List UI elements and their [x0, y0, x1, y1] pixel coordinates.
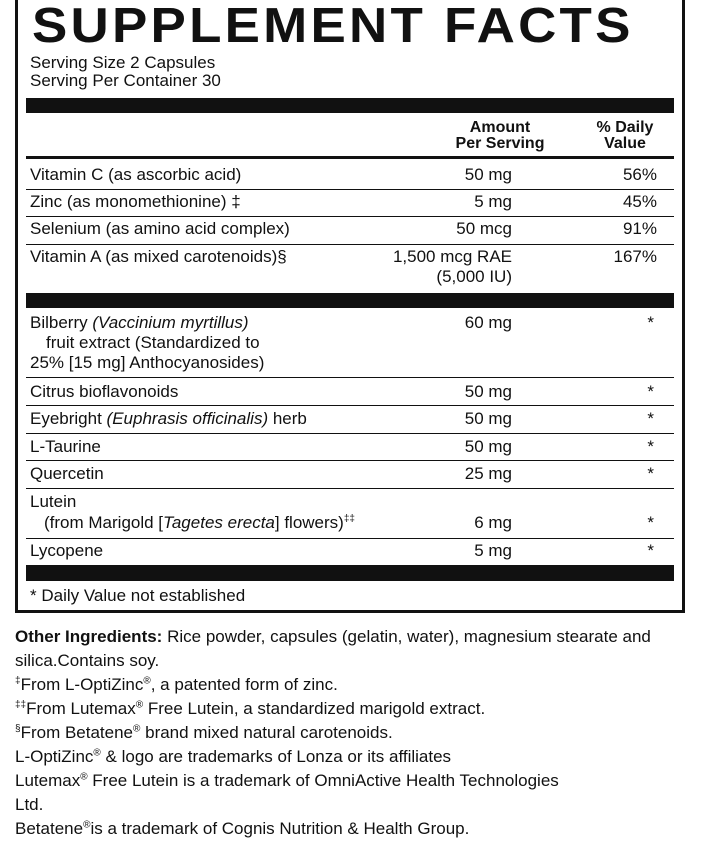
row-divider [26, 216, 674, 217]
lutein-note: ‡‡From Lutemax® Free Lutein, a standardized marigold extract. [15, 699, 486, 718]
botanical-row: Bilberry (Vaccinium myrtillus) fruit extract (Standardized to 25% [15 mg] Anthocyanosides) 60 mg * [30, 313, 654, 372]
daily-value-footnote: * Daily Value not established [30, 586, 246, 605]
botanical-row: Lutein (from Marigold [Tagetes erecta] flowers)‡‡ 6 mg * [30, 492, 654, 532]
amount-header: Amount Per Serving [455, 119, 545, 152]
row-divider [26, 244, 674, 245]
servings-per-container: Serving Per Container 30 [30, 71, 221, 90]
row-divider [26, 189, 674, 190]
row-divider [26, 433, 674, 434]
row-divider [26, 405, 674, 406]
panel-title: SUPPLEMENT FACTS [32, 0, 634, 53]
row-divider [26, 377, 674, 378]
supplement-facts-panel: SUPPLEMENT FACTS Serving Size 2 Capsules Serving Per Container 30 Amount Per Serving % Daily Value Vitamin C (as ascorbic acid) 50 mg 56% Zinc (as monomethionine) ‡ 5 mg 45% Selenium (as amino acid complex) 50 mcg 91% Vitamin A (as mixed carotenoids)§ 1,500 mcg RAE (5,000 IU) 167% Bilberry (Vaccinium myrtillus) fruit extract (Standardized to 25% [15 mg] Anthocyanosides) 60 mg * Citrus bioflavonoids 50 mg * Eyebright (Euphrasis officinalis) herb 50 mg * L-Taurine 50 mg * Quercetin 25 mg * Lutein (from Marigold [Tagetes erecta] flowers)‡‡ 6 mg * Lycopene 5 mg * * Daily Value not established [15, 0, 685, 613]
other-ingredients-label: Other Ingredients: [15, 627, 163, 646]
top-thick-bar [26, 98, 674, 113]
row-divider [26, 488, 674, 489]
daily-value-header: % Daily Value [596, 119, 654, 152]
row-divider [26, 538, 674, 539]
trademark-lutemax: Lutemax® Free Lutein is a trademark of OmniActive Health Technologies Ltd. [15, 771, 559, 814]
other-ingredients: Other Ingredients: Rice powder, capsules (gelatin, water), magnesium stearate and silica.Contains soy. ‡From L-OptiZinc®, a patented form of zinc. ‡‡From Lutemax® Free Lutein, a standardized marigold extract. §From Betatene® brand mixed natural carotenoids. L-OptiZinc® & logo are trademarks of Lonza or its affiliates Lutemax® Free Lutein is a trademark of OmniActive Health Technologies Ltd. Betatene®is a trademark of Cognis Nutrition & Health Group. [15, 625, 685, 841]
nutrient-row: Vitamin A (as mixed carotenoids)§ 1,500 mcg RAE (5,000 IU) 167% [30, 247, 657, 286]
bottom-thick-bar [26, 565, 674, 581]
betatene-note: §From Betatene® brand mixed natural carotenoids. [15, 723, 393, 742]
header-divider [26, 156, 674, 159]
middle-thick-bar [26, 293, 674, 308]
zinc-note: ‡From L-OptiZinc®, a patented form of zinc. [15, 675, 338, 694]
trademark-betatene: Betatene®is a trademark of Cognis Nutrition & Health Group. [15, 819, 470, 838]
trademark-optizinc: L-OptiZinc® & logo are trademarks of Lonza or its affiliates [15, 747, 452, 766]
row-divider [26, 460, 674, 461]
serving-size: Serving Size 2 Capsules [30, 53, 216, 72]
